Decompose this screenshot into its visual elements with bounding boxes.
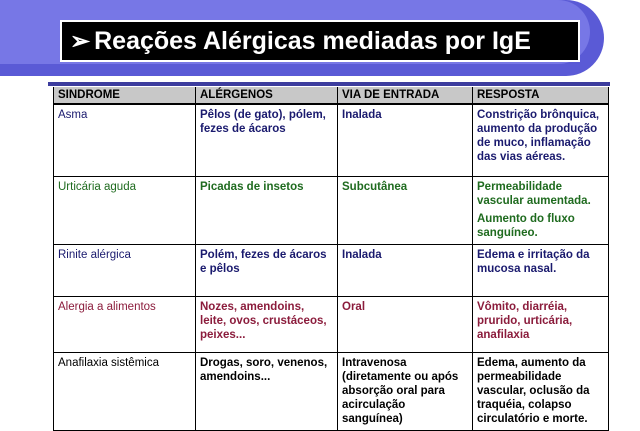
cell-resposta: Edema, aumento da permeabilidade vascular, oclusão da traquéia, colapso circulatório e morte. xyxy=(473,352,609,430)
cell-via: Subcutânea xyxy=(338,176,473,244)
cell-via: Inalada xyxy=(338,244,473,296)
header-sindrome: SINDROME xyxy=(54,87,196,104)
slide-title-text: Reações Alérgicas mediadas por IgE xyxy=(94,27,531,55)
header-resposta: RESPOSTA xyxy=(473,87,609,104)
cell-sindrome: Urticária aguda xyxy=(54,176,196,244)
cell-via: Inalada xyxy=(338,104,473,176)
arrow-bullet-icon: ➢ xyxy=(70,28,91,55)
cell-via: Intravenosa (diretamente ou após absorção oral para acirculação sanguínea) xyxy=(338,352,473,430)
allergy-table xyxy=(53,87,609,431)
slide-title xyxy=(60,20,580,62)
cell-sindrome: Alergia a alimentos xyxy=(54,296,196,352)
cell-sindrome: Rinite alérgica xyxy=(54,244,196,296)
cell-via: Oral xyxy=(338,296,473,352)
cell-alergenos: Picadas de insetos xyxy=(196,176,338,244)
resposta-line: Permeabilidade vascular aumentada. xyxy=(477,180,591,207)
table-row xyxy=(54,296,609,352)
header-alergenos: ALÉRGENOS xyxy=(196,87,338,104)
cell-resposta: Constrição brônquica, aumento da produção de muco, inflamação das vias aéreas. xyxy=(473,104,609,176)
table-row xyxy=(54,352,609,430)
resposta-line: Aumento do fluxo sanguíneo. xyxy=(477,212,575,239)
cell-alergenos: Polém, fezes de ácaros e pêlos xyxy=(196,244,338,296)
table-top-rule xyxy=(48,82,610,86)
table-row xyxy=(54,176,609,244)
cell-resposta: Edema e irritação da mucosa nasal. xyxy=(473,244,609,296)
cell-resposta: Vômito, diarréia, prurido, urticária, anafilaxia xyxy=(473,296,609,352)
table-row xyxy=(54,244,609,296)
cell-sindrome: Asma xyxy=(54,104,196,176)
header-via-de-entrada: VIA DE ENTRADA xyxy=(338,87,473,104)
table-row xyxy=(54,104,609,176)
cell-alergenos: Pêlos (de gato), pólem, fezes de ácaros xyxy=(196,104,338,176)
cell-alergenos: Nozes, amendoins, leite, ovos, crustáceos, peixes... xyxy=(196,296,338,352)
cell-alergenos: Drogas, soro, venenos, amendoins... xyxy=(196,352,338,430)
cell-sindrome: Anafilaxia sistêmica xyxy=(54,352,196,430)
table-header-row xyxy=(54,87,609,104)
cell-resposta xyxy=(473,176,609,244)
